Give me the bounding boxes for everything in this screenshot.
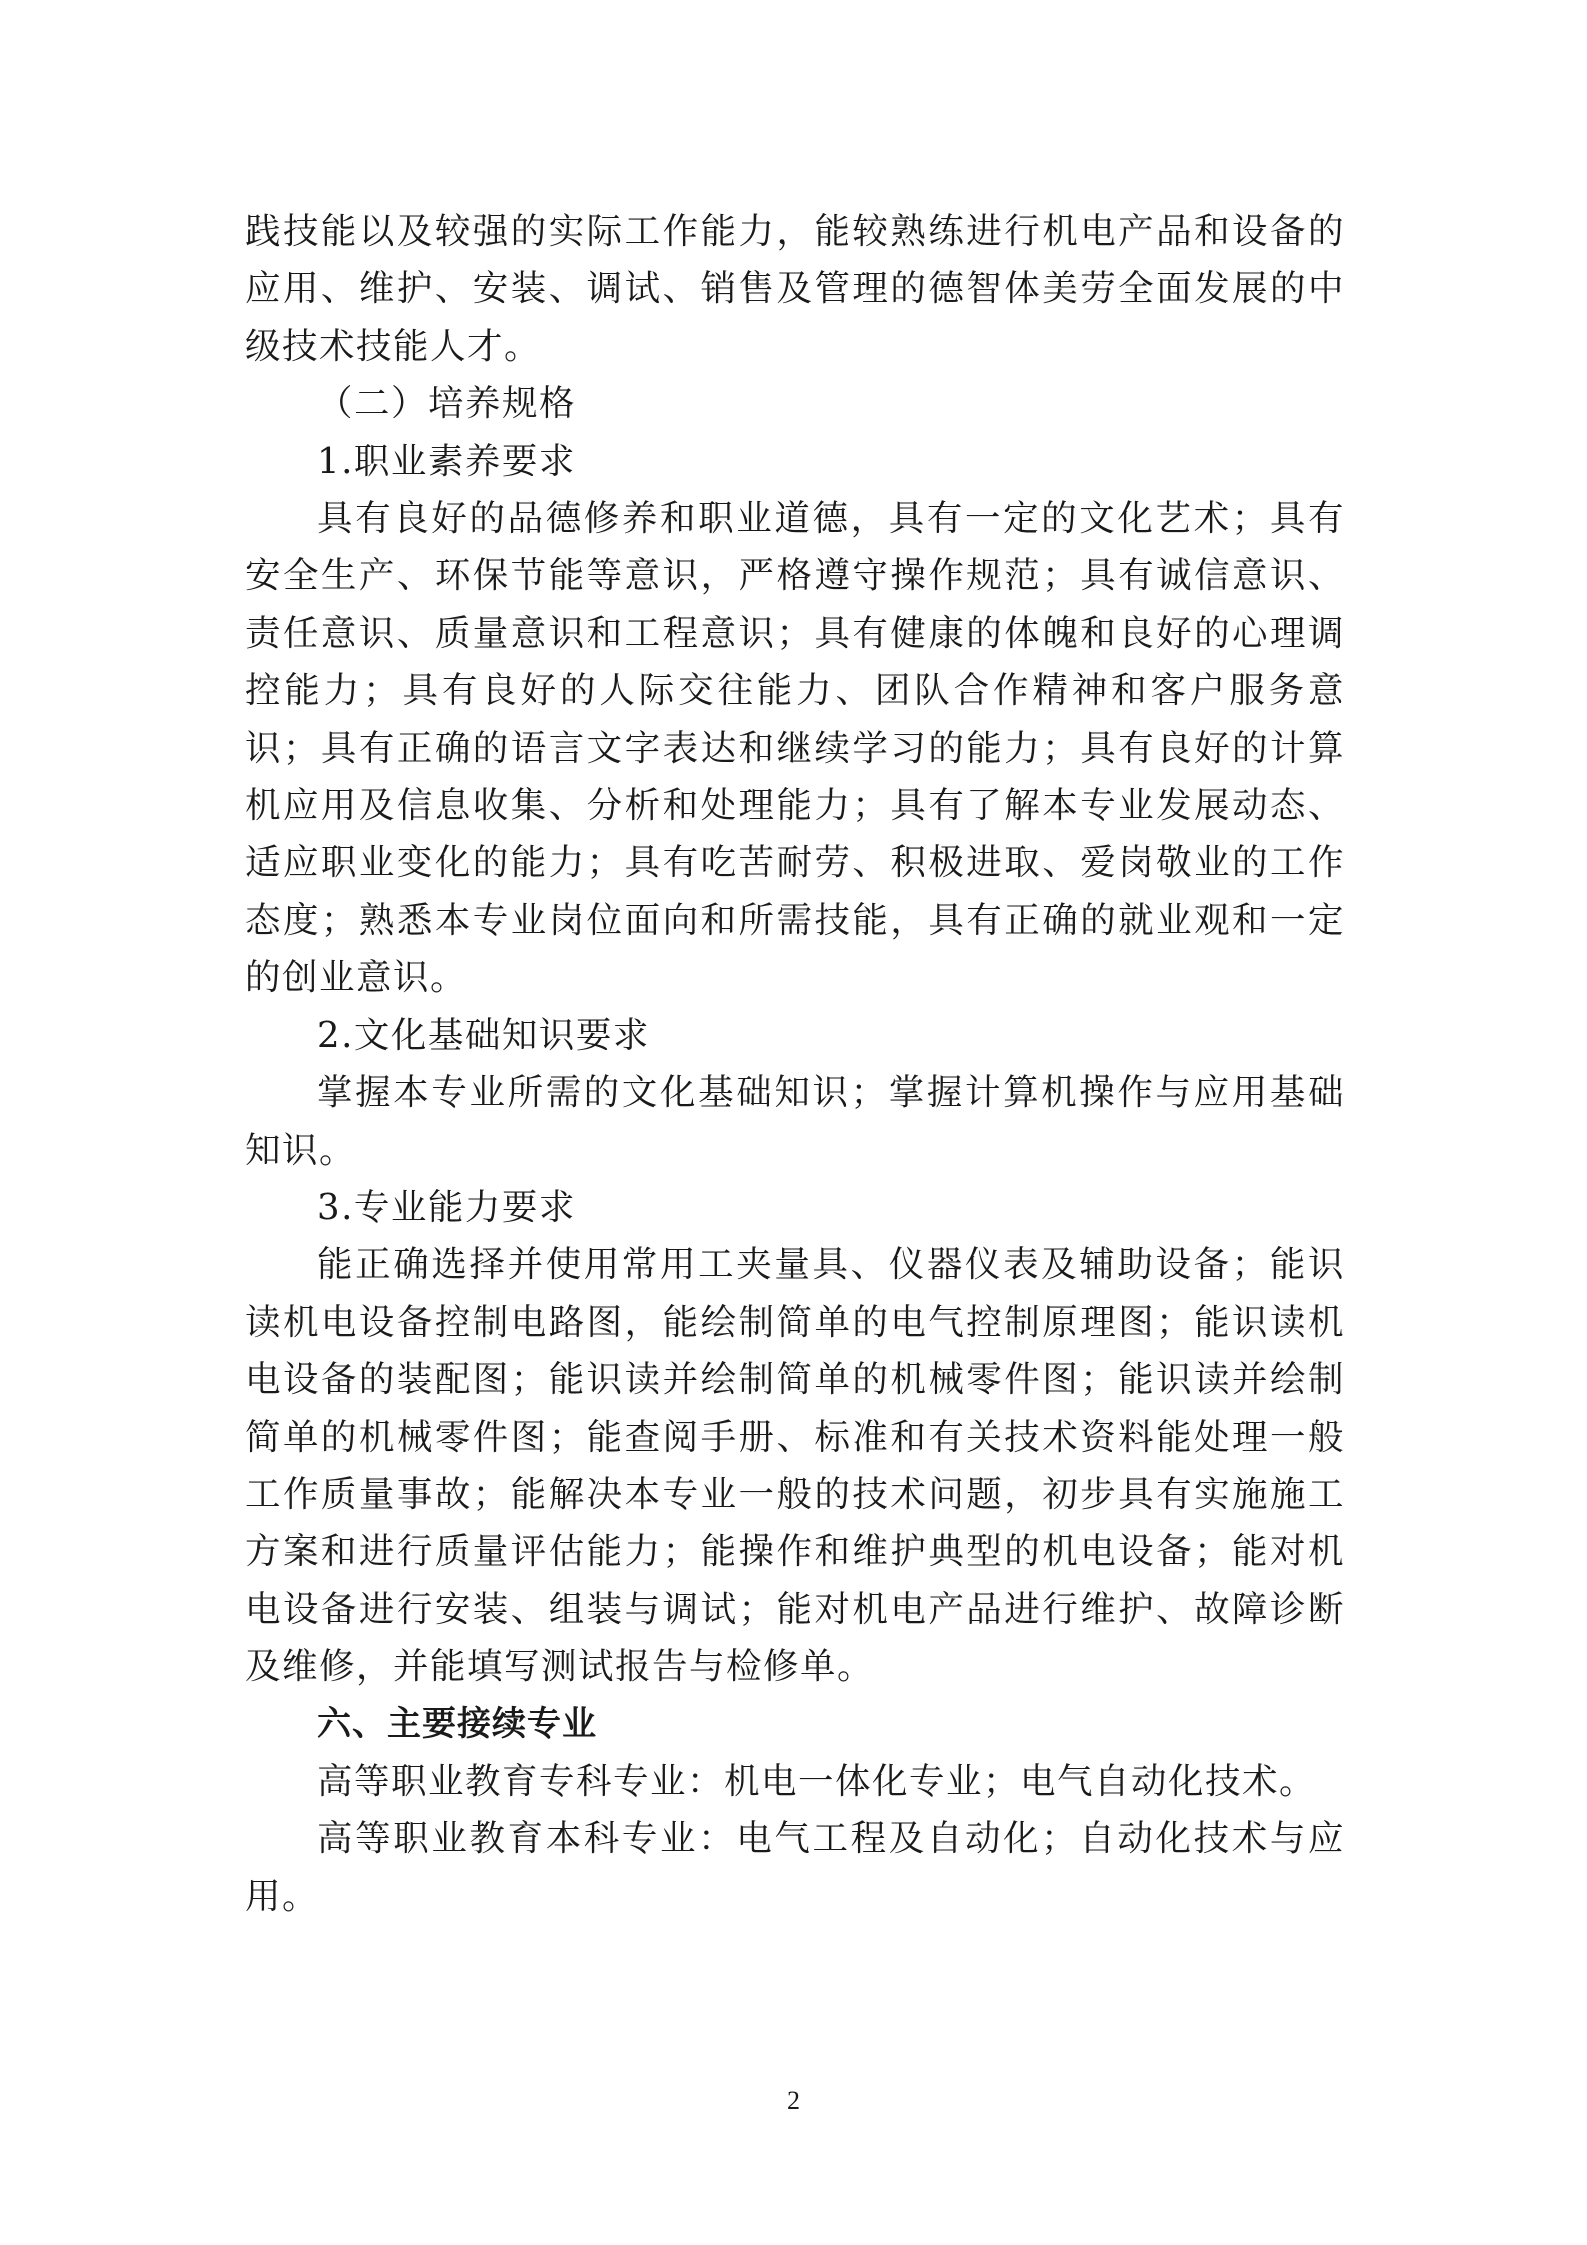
heading-training-specs: （二）培养规格	[317, 383, 577, 425]
heading-professional-quality: 1.职业素养要求	[317, 440, 576, 482]
page-number: 2	[787, 2086, 800, 2115]
paragraph-cultural-knowledge: 掌握本专业所需的文化基础知识；掌握计算机操作与应用基础知识。	[245, 1072, 1345, 1171]
paragraph-vocational-undergraduate-majors: 高等职业教育本科专业：电气工程及自动化；自动化技术与应用。	[245, 1818, 1345, 1917]
heading-professional-ability: 3.专业能力要求	[317, 1186, 576, 1228]
heading-cultural-knowledge: 2.文化基础知识要求	[317, 1014, 650, 1056]
page-body	[245, 203, 1345, 1925]
section-heading-continuing-majors: 六、主要接续专业	[317, 1703, 597, 1744]
paragraph-professional-quality: 具有良好的品德修养和职业道德，具有一定的文化艺术；具有安全生产、环保节能等意识，严格遵守操作规范；具有诚信意识、责任意识、质量意识和工程意识；具有健康的体魄和良好的心理调控能力；具有良好的人际交往能力、团队合作精神和客户服务意识；具有正确的语言文字表达和继续学习的能力；具有良好的计算机应用及信息收集、分析和处理能力；具有了解本专业发展动态、适应职业变化的能力；具有吃苦耐劳、积极进取、爱岗敬业的工作态度；熟悉本专业岗位面向和所需技能，具有正确的就业观和一定的创业意识。	[245, 498, 1345, 999]
paragraph-vocational-college-majors: 高等职业教育专科专业：机电一体化专业；电气自动化技术。	[317, 1760, 1317, 1802]
paragraph-professional-ability: 能正确选择并使用常用工夹量具、仪器仪表及辅助设备；能识读机电设备控制电路图，能绘制简单的电气控制原理图；能识读机电设备的装配图；能识读并绘制简单的机械零件图；能识读并绘制简单的机械零件图；能查阅手册、标准和有关技术资料能处理一般工作质量事故；能解决本专业一般的技术问题，初步具有实施施工方案和进行质量评估能力；能操作和维护典型的机电设备；能对机电设备进行安装、组装与调试；能对机电产品进行维护、故障诊断及维修，并能填写测试报告与检修单。	[245, 1244, 1345, 1688]
paragraph-training-goal-continued: 践技能以及较强的实际工作能力，能较熟练进行机电产品和设备的应用、维护、安装、调试、销售及管理的德智体美劳全面发展的中级技术技能人才。	[245, 211, 1345, 367]
